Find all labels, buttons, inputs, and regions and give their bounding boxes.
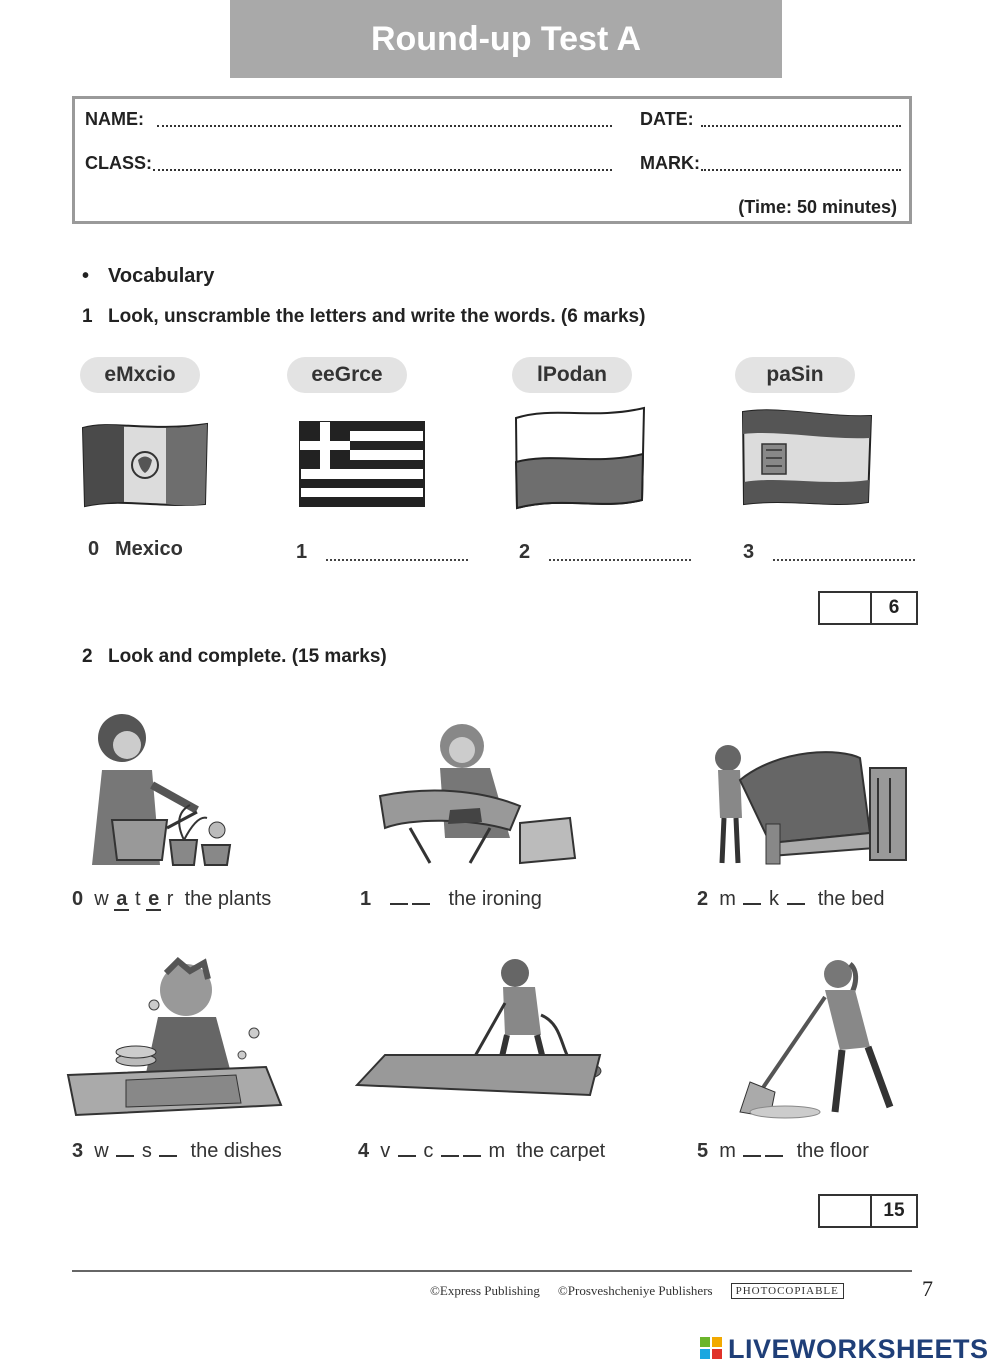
page-number: 7 [922, 1276, 933, 1301]
letter-gap[interactable] [159, 1141, 177, 1157]
ex1-total: 6 [888, 597, 900, 618]
letter-gap[interactable] [765, 1141, 783, 1157]
publisher-credit: ©Express Publishing [430, 1283, 540, 1298]
word-letter: m [719, 888, 736, 910]
making-bed-illustration [700, 738, 910, 868]
example-fill-letter: e [148, 888, 160, 910]
footer-credits [430, 1283, 844, 1299]
ex2-caption-4 [358, 1140, 605, 1163]
spain-flag [740, 404, 874, 514]
scrambled-word [287, 357, 407, 393]
ex1-score-box [818, 591, 918, 625]
class-field[interactable] [153, 169, 612, 171]
ironing-illustration [370, 718, 580, 868]
ex2-item-number: 5 [697, 1140, 709, 1162]
liveworksheets-wordmark: LIVEWORKSHEETS [728, 1334, 989, 1364]
scrambled-word-text: lPodan [536, 363, 607, 386]
ex2-instruction: Look and complete. (15 marks) [108, 646, 387, 667]
ex1-item-number: 2 [519, 541, 531, 563]
letter-gap[interactable] [787, 889, 805, 905]
ex2-caption-5 [697, 1140, 869, 1163]
scrambled-word [512, 357, 632, 393]
scrambled-word-text: eMxcio [104, 363, 176, 386]
letter-gap[interactable] [390, 889, 408, 905]
word-letter: s [141, 1140, 152, 1162]
ex2-phrase: the floor [796, 1140, 869, 1162]
answer-field-greece[interactable] [326, 543, 468, 561]
ex2-caption-3 [72, 1140, 282, 1163]
ex1-number: 1 [82, 306, 93, 327]
ex2-score-box [818, 1194, 918, 1228]
photocopiable-badge: PHOTOCOPIABLE [731, 1283, 844, 1299]
ex1-score-input[interactable] [820, 593, 872, 623]
ex2-caption-1 [360, 888, 542, 911]
word-letter: r [166, 888, 174, 910]
mark-field[interactable] [701, 169, 901, 171]
vacuuming-illustration [355, 955, 605, 1105]
ex2-total: 15 [883, 1200, 905, 1221]
watering-plants-illustration [72, 700, 242, 870]
date-label: DATE: [640, 109, 694, 129]
ex2-score-input[interactable] [820, 1196, 872, 1226]
ex2-phrase: the bed [817, 888, 885, 910]
letter-gap[interactable] [743, 1141, 761, 1157]
letter-gap[interactable] [398, 1141, 416, 1157]
mopping-illustration [730, 952, 900, 1122]
ex2-caption-2 [697, 888, 884, 911]
ex1-item-number: 3 [743, 541, 755, 563]
ex1-instruction: Look, unscramble the letters and write the words. (6 marks) [108, 306, 646, 327]
page-title-text: Round-up Test A [370, 19, 642, 58]
word-letter: k [769, 888, 780, 910]
mexico-flag [80, 418, 210, 510]
answer-field-poland[interactable] [549, 543, 691, 561]
publisher-credit: ©Prosveshcheniye Publishers [557, 1283, 713, 1298]
scrambled-word [80, 357, 200, 393]
ex1-item-number: 1 [296, 541, 308, 563]
poland-flag [513, 404, 647, 514]
ex2-item-number: 1 [360, 888, 372, 910]
letter-gap[interactable] [743, 889, 761, 905]
scrambled-word-text: paSin [766, 363, 824, 386]
ex2-item-number: 2 [697, 888, 709, 910]
example-fill-letter: a [116, 888, 128, 910]
date-field[interactable] [701, 125, 901, 127]
ex2-phrase: the dishes [190, 1140, 282, 1162]
letter-gap[interactable] [463, 1141, 481, 1157]
ex2-number: 2 [82, 646, 93, 667]
letter-gap[interactable] [116, 1141, 134, 1157]
ex2-phrase: the ironing [448, 888, 542, 910]
letter-gap[interactable] [441, 1141, 459, 1157]
word-letter: v [380, 1140, 391, 1162]
word-letter: m [488, 1140, 506, 1162]
word-letter: w [94, 888, 109, 910]
student-info-box [72, 96, 912, 224]
mark-label: MARK: [640, 153, 700, 173]
liveworksheets-logo [700, 1334, 989, 1365]
ex1-item-number: 0 [88, 538, 100, 560]
footer-divider [72, 1270, 912, 1272]
section-heading: Vocabulary [108, 265, 215, 287]
letter-gap[interactable] [412, 889, 430, 905]
ex2-item-number: 4 [358, 1140, 370, 1162]
washing-dishes-illustration [66, 955, 286, 1125]
word-letter: c [423, 1140, 434, 1162]
name-label: NAME: [85, 109, 144, 129]
scrambled-word-text: eeGrce [311, 363, 383, 386]
ex2-phrase: the plants [184, 888, 272, 910]
ex1-example-answer: Mexico [115, 538, 183, 560]
word-letter: w [94, 1140, 109, 1162]
ex2-caption-0 [72, 888, 271, 911]
answer-field-spain[interactable] [773, 543, 915, 561]
class-label: CLASS: [85, 153, 152, 173]
liveworksheets-icon [700, 1337, 724, 1363]
ex2-item-number: 0 [72, 888, 84, 910]
ex2-phrase: the carpet [516, 1140, 606, 1162]
ex2-item-number: 3 [72, 1140, 84, 1162]
greece-flag [298, 420, 426, 508]
time-limit: (Time: 50 minutes) [738, 197, 897, 217]
bullet-icon: • [82, 265, 90, 287]
name-field[interactable] [157, 125, 612, 127]
word-letter: m [719, 1140, 736, 1162]
page-title [230, 0, 782, 78]
scrambled-word [735, 357, 855, 393]
word-letter: t [134, 888, 141, 910]
